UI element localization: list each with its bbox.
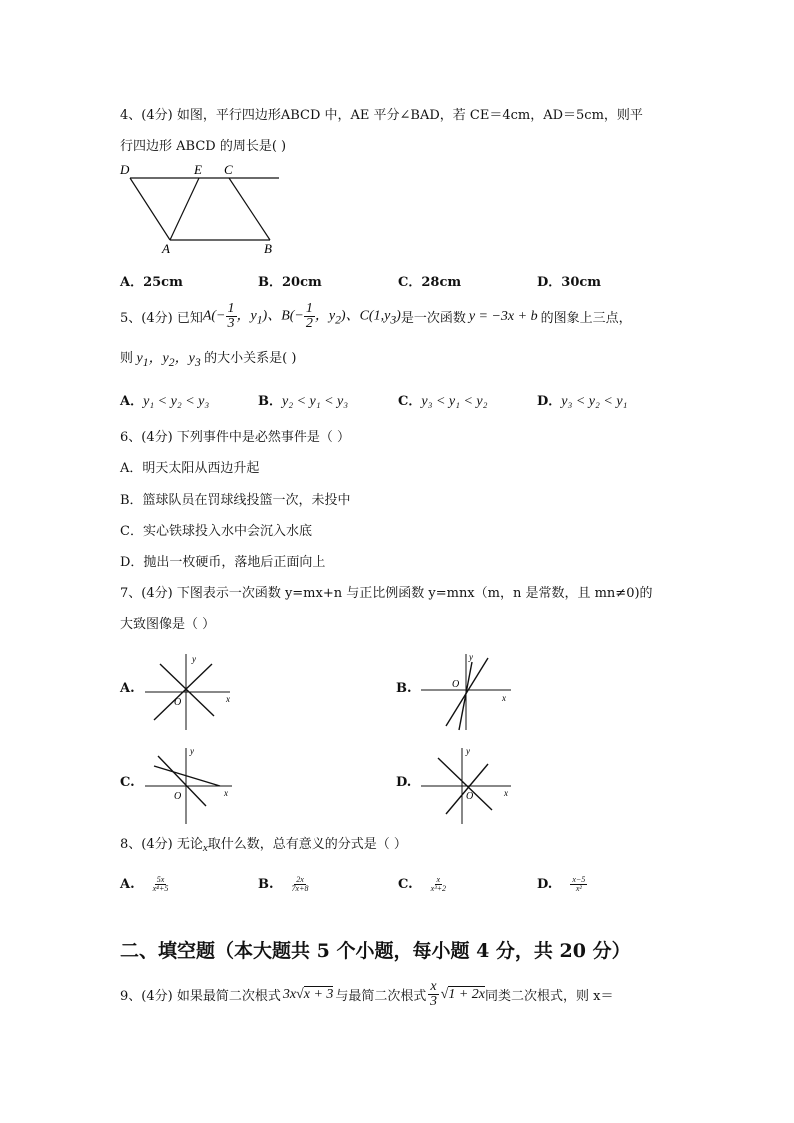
- svg-text:O: O: [174, 791, 182, 802]
- svg-text:x: x: [224, 788, 228, 798]
- q5-line1-end: 的图象上三点，: [540, 311, 632, 326]
- q7-option-a-label: A.: [120, 681, 135, 696]
- q5-stem-line1: [120, 302, 632, 331]
- label-B: B: [264, 241, 272, 256]
- q4-option-a: A．25cm: [120, 275, 183, 290]
- q7-graph-c: [140, 744, 240, 826]
- q8-option-a: A. $\frac{5x}{\text{x⁴+5}}$: [120, 875, 169, 893]
- q7-option-b-label: B.: [396, 681, 412, 696]
- q6-option-b: B．篮球队员在罚球线投篮一次，未投中: [120, 493, 351, 508]
- label-D: D: [120, 162, 130, 177]
- q6-option-c: C．实心铁球投入水中会沉入水底: [120, 524, 312, 539]
- svg-text:y: y: [469, 652, 473, 662]
- q5-points-expr: A(− $\frac{1}{3}$ ，$y_1$)、B(− $\frac{1}{2}$ ，$y_2$)、$C(1,y_3)$: [202, 301, 401, 331]
- q5-linear-fn-text: 是一次函数: [400, 311, 466, 326]
- svg-text:x: x: [226, 694, 230, 704]
- q6-stem: 6、(4分) 下列事件中是必然事件是（ ）: [120, 430, 350, 445]
- svg-text:y: y: [190, 746, 194, 756]
- q5-option-d: D．y₃ < y₂ < y₁: [537, 394, 628, 409]
- q4-option-b: B．20cm: [258, 275, 322, 290]
- label-A: A: [162, 241, 170, 256]
- q7-option-d-label: D.: [396, 775, 412, 790]
- q4-stem-line2: 行四边形 ABCD 的周长是( ): [120, 139, 287, 154]
- q7-stem-line2: 大致图像是（ ）: [120, 617, 216, 632]
- q4-parallelogram-figure: [112, 160, 282, 258]
- q7-stem-line1: 7、(4分) 下图表示一次函数 y=mx+n 与正比例函数 y=mnx（m，n 是常数，且 mn≠0)的: [120, 586, 653, 601]
- svg-text:O: O: [452, 679, 460, 690]
- q5-option-c: C．y₃ < y₁ < y₂: [398, 394, 488, 409]
- svg-text:y: y: [466, 746, 470, 756]
- q5-line2-end: 的大小关系是( ): [204, 351, 297, 366]
- q6-option-d: D．抛出一枚硬币，落地后正面向上: [120, 555, 326, 570]
- q8-stem: 8、(4分) 无论$_x$取什么数，总有意义的分式是（ ）: [120, 837, 407, 854]
- q8-option-b: B. $\frac{2x}{7x+8}$: [258, 875, 309, 893]
- q4-option-d: D．30cm: [537, 275, 602, 290]
- svg-text:y: y: [192, 654, 196, 664]
- q6-option-a: A．明天太阳从西边升起: [120, 461, 260, 476]
- svg-text:x: x: [502, 693, 506, 703]
- q5-stem-line2: 则 $y_1$，$y_2$，$y_3$ 的大小关系是( ): [120, 351, 297, 369]
- svg-text:O: O: [466, 791, 474, 802]
- q5-function-expr: y = −3x + b: [468, 308, 538, 324]
- section-2-title: 二、填空题（本大题共 5 个小题，每小题 4 分，共 20 分）: [120, 940, 631, 962]
- q9-stem: 9、(4分) 如果最简二次根式 3x√x + 3 与最简二次根式 $\frac{x}{3}$ √1 + 2x 同类二次根式，则 x＝: [120, 979, 614, 1009]
- q7-option-c-label: C.: [120, 775, 135, 790]
- q5-option-b: B．y₂ < y₁ < y₃: [258, 394, 349, 409]
- svg-text:O: O: [174, 697, 182, 708]
- label-E: E: [194, 162, 202, 177]
- q4-option-c: C．28cm: [398, 275, 462, 290]
- q4-stem-line1: 4、(4分) 如图，平行四边形ABCD 中，AE 平分∠BAD，若 CE＝4cm，AD＝5cm，则平: [120, 108, 643, 123]
- svg-text:x: x: [504, 788, 508, 798]
- q7-graph-b: [416, 650, 516, 732]
- q5-option-a: A．y₁ < y₂ < y₃: [120, 394, 210, 409]
- q7-graph-d: [416, 744, 516, 826]
- q8-option-d: D. $\frac{x-5}{\text{x²}}$: [537, 875, 586, 893]
- q5-prefix: 5、(4分) 已知: [120, 311, 203, 326]
- label-C: C: [224, 162, 233, 177]
- q5-then: 则: [120, 351, 134, 366]
- q7-graph-a: [140, 650, 240, 732]
- q8-option-c: C. $\frac{x}{\text{x³+2}}$: [398, 875, 447, 893]
